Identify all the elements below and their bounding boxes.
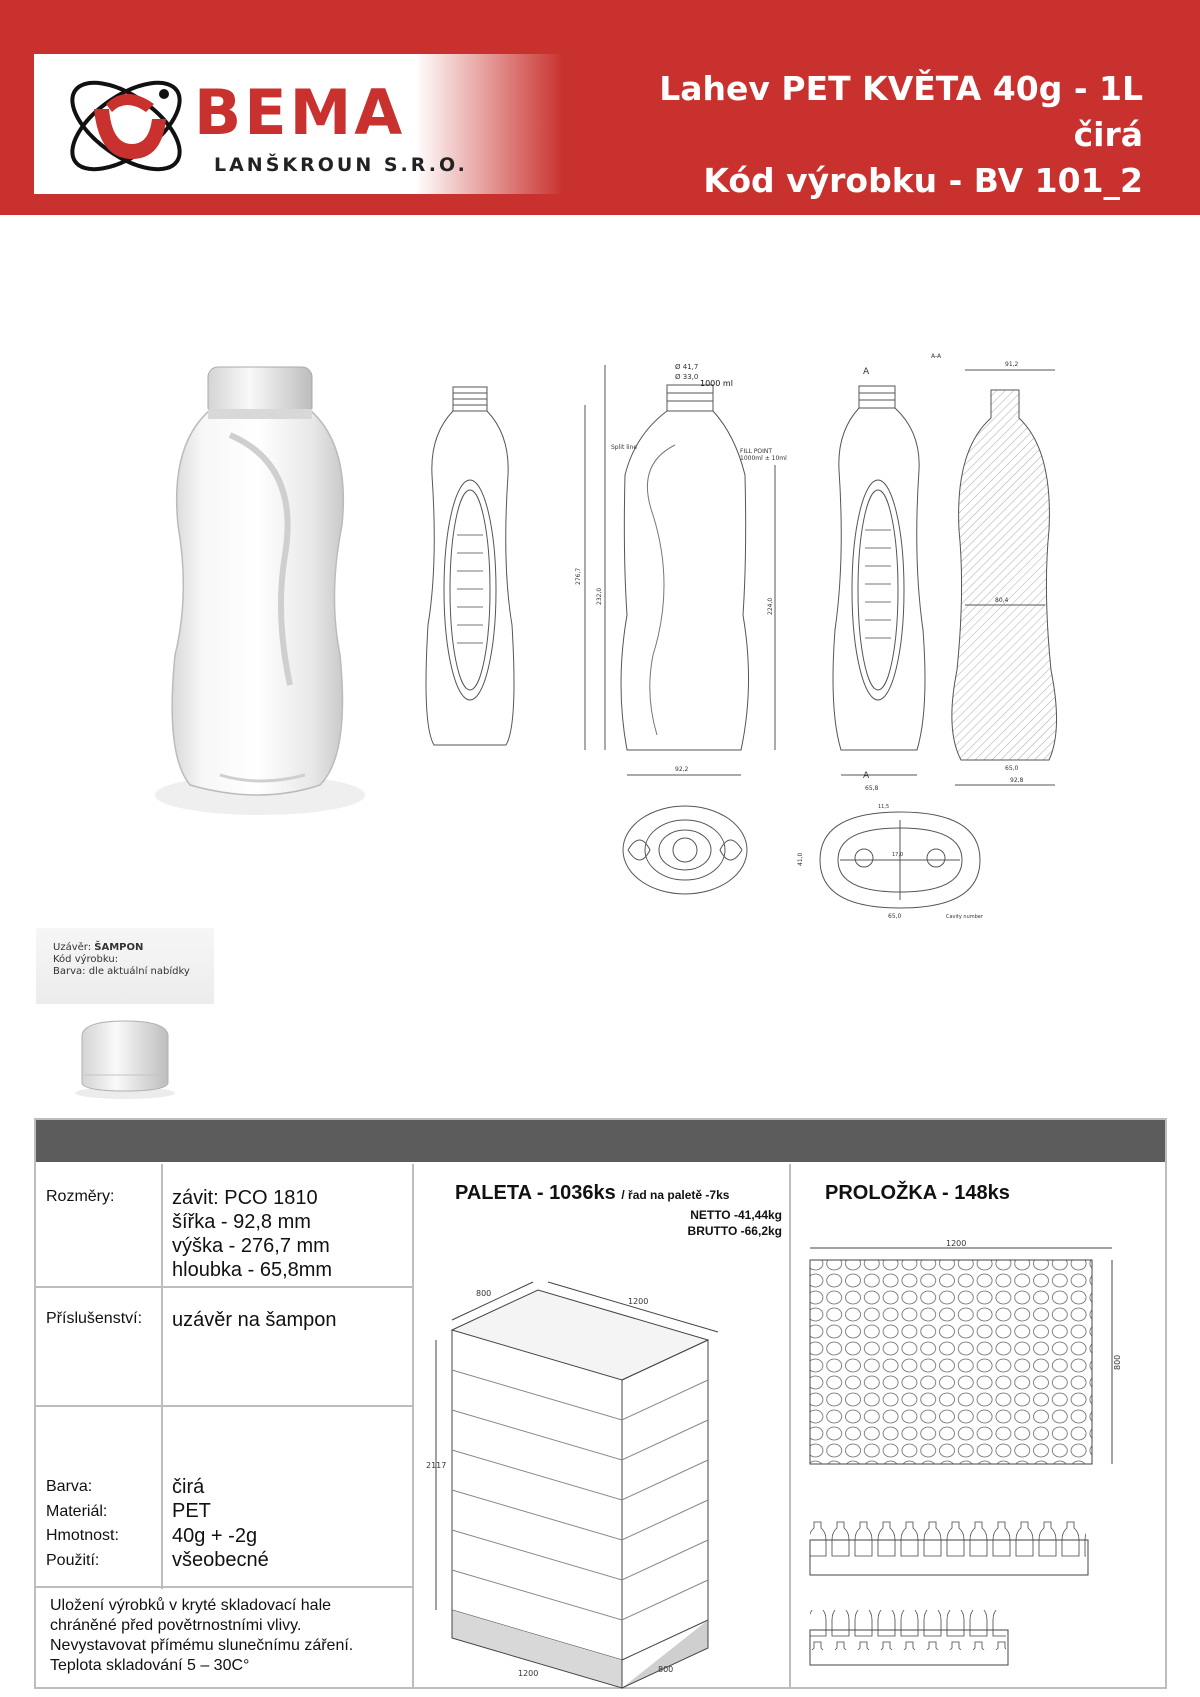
split-line-label: Split line — [611, 444, 638, 451]
section-mark-bottom: A — [863, 771, 870, 781]
header-banner — [0, 0, 1200, 215]
rozmery-depth: hloubka - 65,8mm — [172, 1259, 333, 1281]
fill-point-label: FILL POINT — [740, 448, 773, 455]
material-label: Materiál: — [46, 1503, 108, 1520]
dim-base-depth: 41,0 — [797, 852, 804, 866]
storage-note — [50, 1596, 353, 1676]
product-title-line1: Lahev PET KVĚTA 40g - 1L — [659, 69, 1143, 108]
layer-dim-width: 1200 — [946, 1239, 967, 1248]
pallet-dim-depth: 800 — [476, 1289, 492, 1298]
pallet-netto: NETTO -41,44kg — [690, 1208, 782, 1222]
divider — [412, 1164, 414, 1689]
pallet-drawing — [428, 1260, 738, 1680]
divider — [36, 1286, 412, 1288]
logo-wordmark: BEMA — [194, 76, 406, 149]
rozmery-values — [172, 1186, 332, 1282]
cap-info-card — [36, 928, 214, 1004]
dim-width-front: 92,2 — [675, 766, 689, 773]
rozmery-height: výška - 276,7 mm — [172, 1235, 330, 1257]
product-title — [659, 66, 1143, 204]
pouziti-label: Použití: — [46, 1552, 100, 1569]
rozmery-thread: závit: PCO 1810 — [172, 1187, 318, 1209]
prislusenstvi-label: Příslušenství: — [46, 1310, 143, 1327]
dim-neck-label: Ø 41,7 — [675, 363, 699, 371]
storage-note-line: Nevystavovat přímému slunečnímu záření. — [50, 1637, 354, 1654]
layer-drawing — [806, 1238, 1146, 1678]
storage-note-line: chráněné před povětrnostními vlivy. — [50, 1617, 302, 1634]
bema-logo-mark-icon — [54, 64, 204, 189]
logo-subtitle: LANŠKROUN S.R.O. — [214, 154, 468, 176]
cap-image — [70, 1015, 180, 1100]
layer-title: PROLOŽKA - 148ks — [825, 1182, 1010, 1204]
bottle-render-image — [150, 355, 380, 825]
dim-thread-label: Ø 33,0 — [675, 373, 699, 381]
hmotnost-value: 40g + -2g — [172, 1525, 258, 1547]
divider — [789, 1164, 791, 1689]
dim-depth-side: 65,8 — [865, 785, 879, 792]
layer-dim-depth: 800 — [1113, 1354, 1122, 1370]
spec-table — [34, 1118, 1167, 1689]
barva-value: čirá — [172, 1476, 205, 1498]
bottle-section-drawing — [931, 350, 1075, 800]
pallet-dim-bottom-width: 1200 — [518, 1669, 539, 1678]
divider — [36, 1586, 412, 1588]
bottle-side-drawing — [825, 360, 935, 800]
pallet-dim-bottom-depth: 800 — [658, 1665, 674, 1674]
dim-base-width: 65,0 — [888, 913, 902, 920]
pallet-rows-note: / řad na paletě -7ks — [621, 1188, 730, 1202]
dim-section-mid: 80,4 — [995, 597, 1009, 604]
dim-base-mid: 17,0 — [892, 852, 904, 858]
material-value: PET — [172, 1500, 211, 1522]
bottle-base-view — [797, 800, 1000, 920]
bottle-front-drawing — [420, 385, 520, 755]
pallet-dim-height: 2117 — [426, 1461, 447, 1470]
storage-note-line: Teplota skladování 5 – 30C° — [50, 1657, 250, 1674]
pallet-brutto: BRUTTO -66,2kg — [687, 1224, 782, 1238]
prislusenstvi-value: uzávěr na šampon — [172, 1309, 337, 1331]
barva-label: Barva: — [46, 1478, 93, 1495]
section-label: A-A — [931, 353, 942, 360]
section-mark-top: A — [863, 367, 870, 377]
dim-base-small: 11,5 — [878, 804, 890, 810]
pallet-title: PALETA - 1036ks / řad na paletě -7ks — [455, 1182, 730, 1204]
dim-section-top: 91,2 — [1005, 361, 1019, 368]
volume-label: 1000 ml — [700, 379, 733, 388]
dim-section-base: 65,0 — [1005, 765, 1019, 772]
cap-info-line2: Kód výrobku: — [53, 954, 119, 965]
hmotnost-label: Hmotnost: — [46, 1527, 119, 1544]
bottle-dimension-drawing — [575, 355, 805, 795]
cap-info-line3: Barva: dle aktuální nabídky — [53, 966, 190, 977]
product-title-line2: čirá — [1073, 115, 1143, 154]
dim-height-fill: 224,0 — [767, 597, 774, 615]
cavity-number-label: Cavity number — [946, 914, 983, 920]
dim-height-body: 232,0 — [596, 587, 603, 605]
company-logo — [34, 54, 564, 194]
rozmery-width: šířka - 92,8 mm — [172, 1211, 311, 1233]
pouziti-value: všeobecné — [172, 1549, 269, 1571]
fill-point-value: 1000ml ± 10ml — [740, 455, 787, 462]
divider — [36, 1405, 412, 1407]
bottle-top-view — [620, 800, 750, 900]
rozmery-label: Rozměry: — [46, 1188, 115, 1205]
spec-header-bar — [36, 1120, 1165, 1162]
cap-info-line1: Uzávěr: ŠAMPON — [53, 942, 144, 953]
pallet-dim-width: 1200 — [628, 1297, 649, 1306]
storage-note-line: Uložení výrobků v kryté skladovací hale — [50, 1597, 332, 1614]
product-title-line3: Kód výrobku - BV 101_2 — [703, 161, 1143, 200]
divider — [161, 1164, 163, 1589]
dim-section-overall: 92,8 — [1010, 777, 1024, 784]
dim-height-total: 276,7 — [575, 567, 582, 585]
